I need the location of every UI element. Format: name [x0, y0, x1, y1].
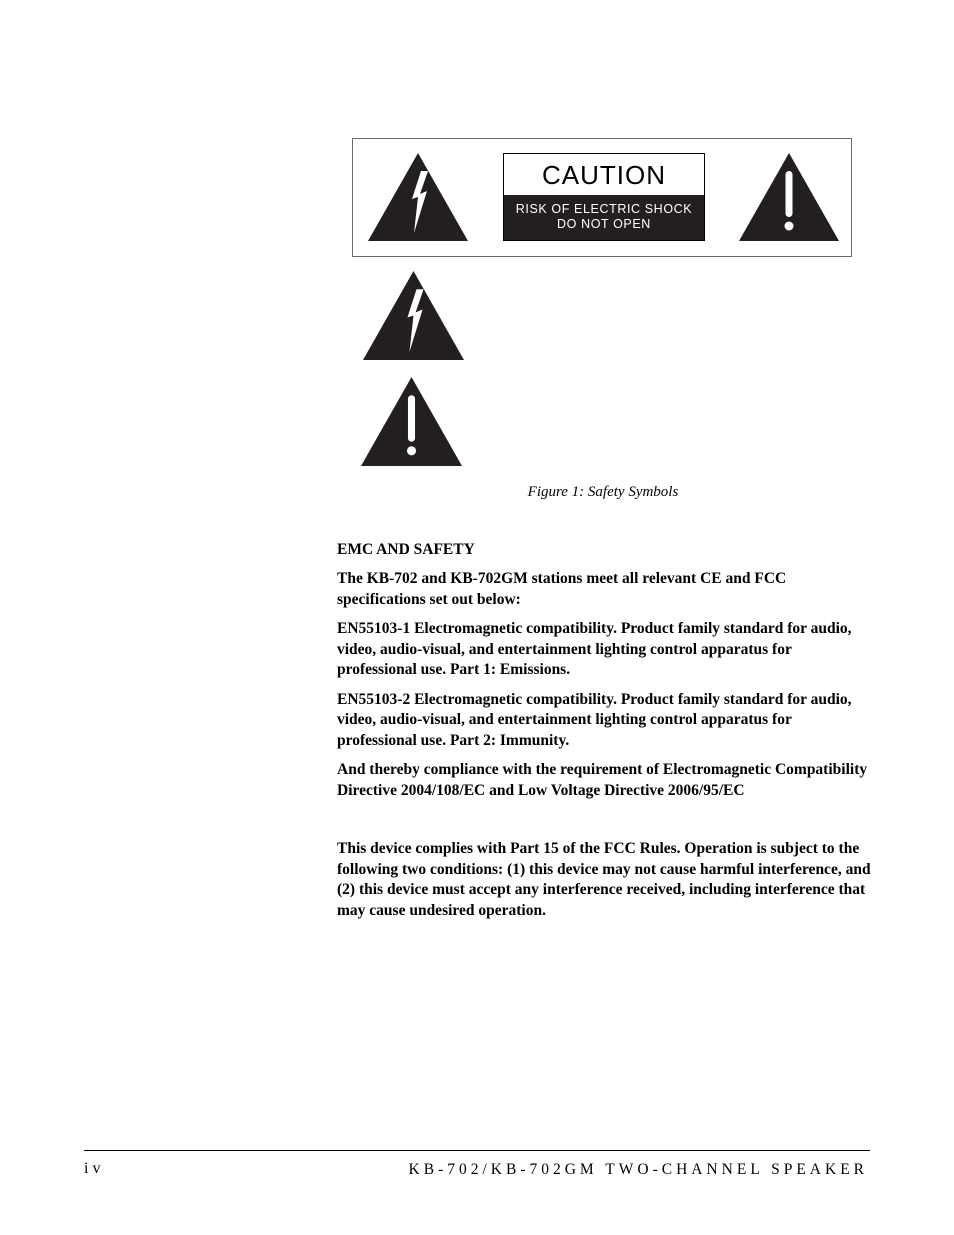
paragraph-directive-compliance: And thereby compliance with the requirement of Electromagnetic Compatibility Directive 2004/108/EC and Low Voltage Directive 2006/95/EC — [337, 761, 868, 799]
paragraph-fcc: This device complies with Part 15 of the FCC Rules. Operation is subject to the following two conditions: (1) this device may not cause harmful interference, and (2) this device must accept any interference received, including interference that may cause undesired operation. — [337, 840, 871, 919]
page-number: iv — [84, 1160, 105, 1177]
electric-shock-symbol-icon — [363, 271, 464, 365]
caution-subtext — [504, 195, 704, 240]
paragraph-en55103-2: EN55103-2 Electromagnetic compatibility. Product family standard for audio, video, audio-visual, and entertainment lighting control apparatus for professional use. Part 2: Immunity. — [337, 690, 852, 749]
footer-divider — [84, 1150, 870, 1151]
caution-label — [503, 153, 705, 241]
exclamation-warning-icon — [739, 153, 839, 241]
section-heading: EMC AND SAFETY — [337, 541, 475, 558]
paragraph-en55103-1: EN55103-1 Electromagnetic compatibility. Product family standard for audio, video, audio-visual, and entertainment lighting control apparatus for professional use. Part 1: Emissions. — [337, 620, 852, 678]
caution-panel — [352, 138, 852, 257]
emc-safety-section — [337, 540, 872, 930]
footer-title: KB-702/KB-702GM TWO-CHANNEL SPEAKER — [408, 1161, 868, 1178]
caution-title: CAUTION — [542, 160, 666, 190]
caution-line-1: RISK OF ELECTRIC SHOCK — [515, 202, 693, 216]
paragraph-compliance-intro: The KB-702 and KB-702GM stations meet all relevant CE and FCC specifications set out below: — [337, 570, 787, 608]
exclamation-symbol-icon — [361, 377, 462, 471]
caution-line-2: DO NOT OPEN — [557, 217, 651, 231]
electric-shock-warning-icon — [368, 153, 468, 241]
figure-caption: Figure 1: Safety Symbols — [527, 484, 679, 500]
